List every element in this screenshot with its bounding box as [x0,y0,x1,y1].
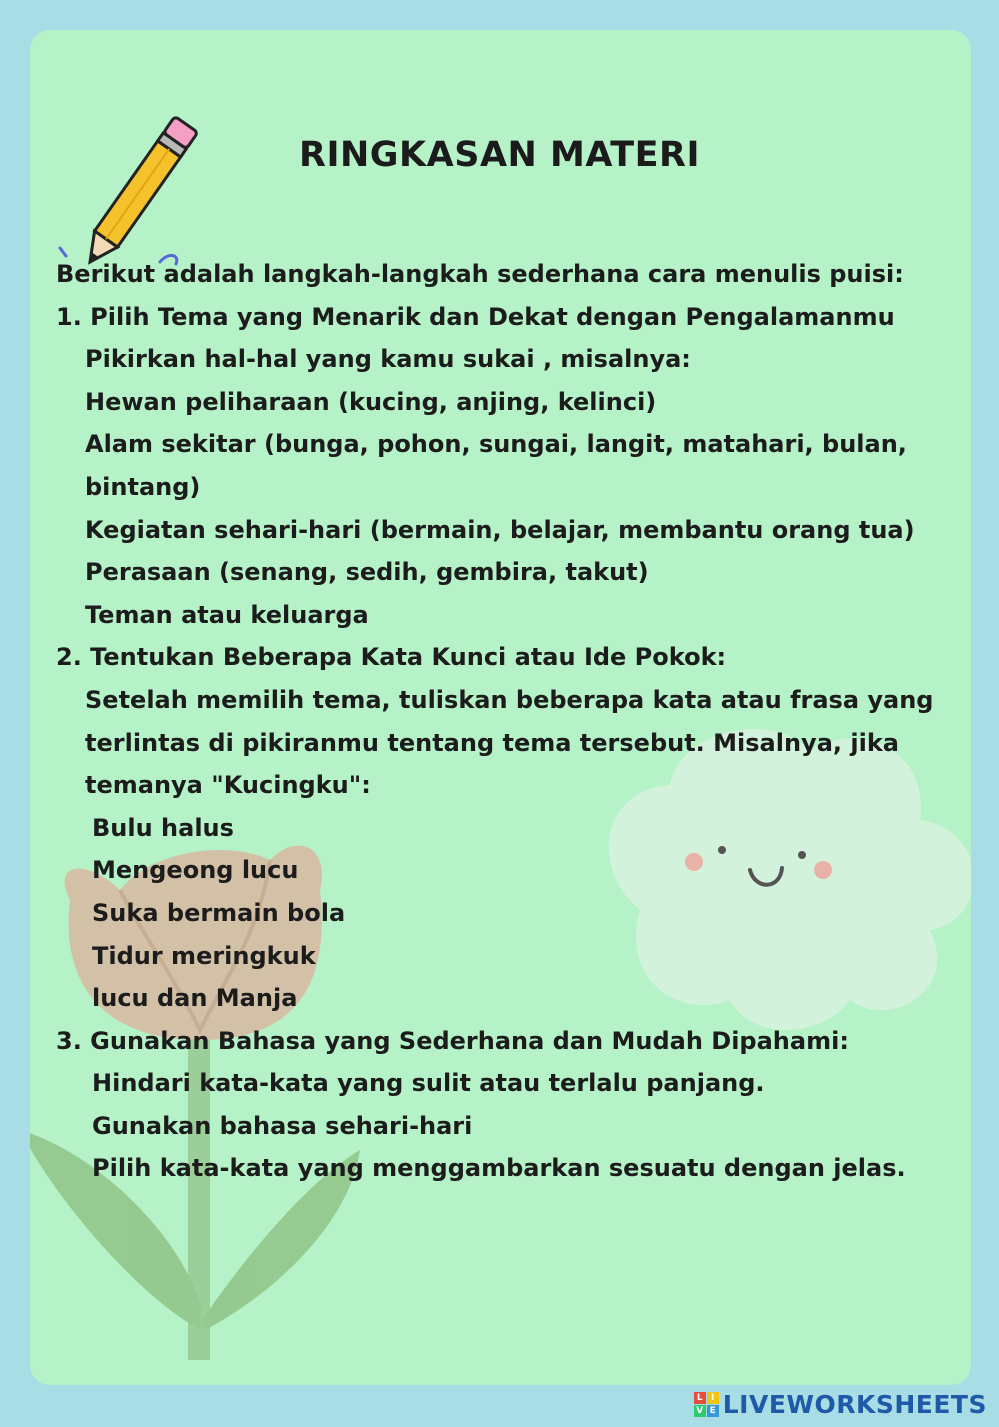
keyword-item: lucu dan Manja [92,984,298,1013]
liveworksheets-brand[interactable] [694,1384,987,1424]
step-2-text: terlintas di pikiranmu tentang tema tersebut. Misalnya, jika [85,728,899,757]
list-item: Teman atau keluarga [85,600,369,629]
step-2-text: Setelah memilih tema, tuliskan beberapa kata atau frasa yang [85,685,934,714]
step-2-text: temanya "Kucingku": [85,771,371,800]
list-item: Kegiatan sehari-hari (bermain, belajar, membantu orang tua) [85,515,915,544]
page-title: RINGKASAN MATERI [299,135,700,175]
step-1-text: Pikirkan hal-hal yang kamu sukai , misalnya: [85,345,691,374]
keyword-item: Mengeong lucu [92,856,299,885]
list-item: Hindari kata-kata yang sulit atau terlalu panjang. [92,1069,765,1098]
intro-text: Berikut adalah langkah-langkah sederhana cara menulis puisi: [56,260,904,288]
list-item: Alam sekitar (bunga, pohon, sungai, langit, matahari, bulan, [85,430,907,459]
list-item: Gunakan bahasa sehari-hari [92,1111,473,1140]
keyword-item: Tidur meringkuk [92,941,316,970]
step-1-heading: 1. Pilih Tema yang Menarik dan Dekat dengan Pengalamanmu [56,302,895,331]
material-summary [56,253,956,1190]
liveworksheets-logo-icon: L I V E [694,1392,719,1417]
list-item: Perasaan (senang, sedih, gembira, takut) [85,558,649,587]
keyword-item: Bulu halus [92,813,234,842]
step-3-heading: 3. Gunakan Bahasa yang Sederhana dan Mudah Dipahami: [56,1026,849,1055]
step-2-heading: 2. Tentukan Beberapa Kata Kunci atau Ide Pokok: [56,643,727,672]
keyword-item: Suka bermain bola [92,898,346,927]
list-item: Hewan peliharaan (kucing, anjing, kelinci) [85,387,657,416]
list-item: Pilih kata-kata yang menggambarkan sesuatu dengan jelas. [92,1154,906,1183]
list-item-continued: bintang) [85,472,201,501]
brand-name: LIVEWORKSHEETS [722,1389,987,1419]
